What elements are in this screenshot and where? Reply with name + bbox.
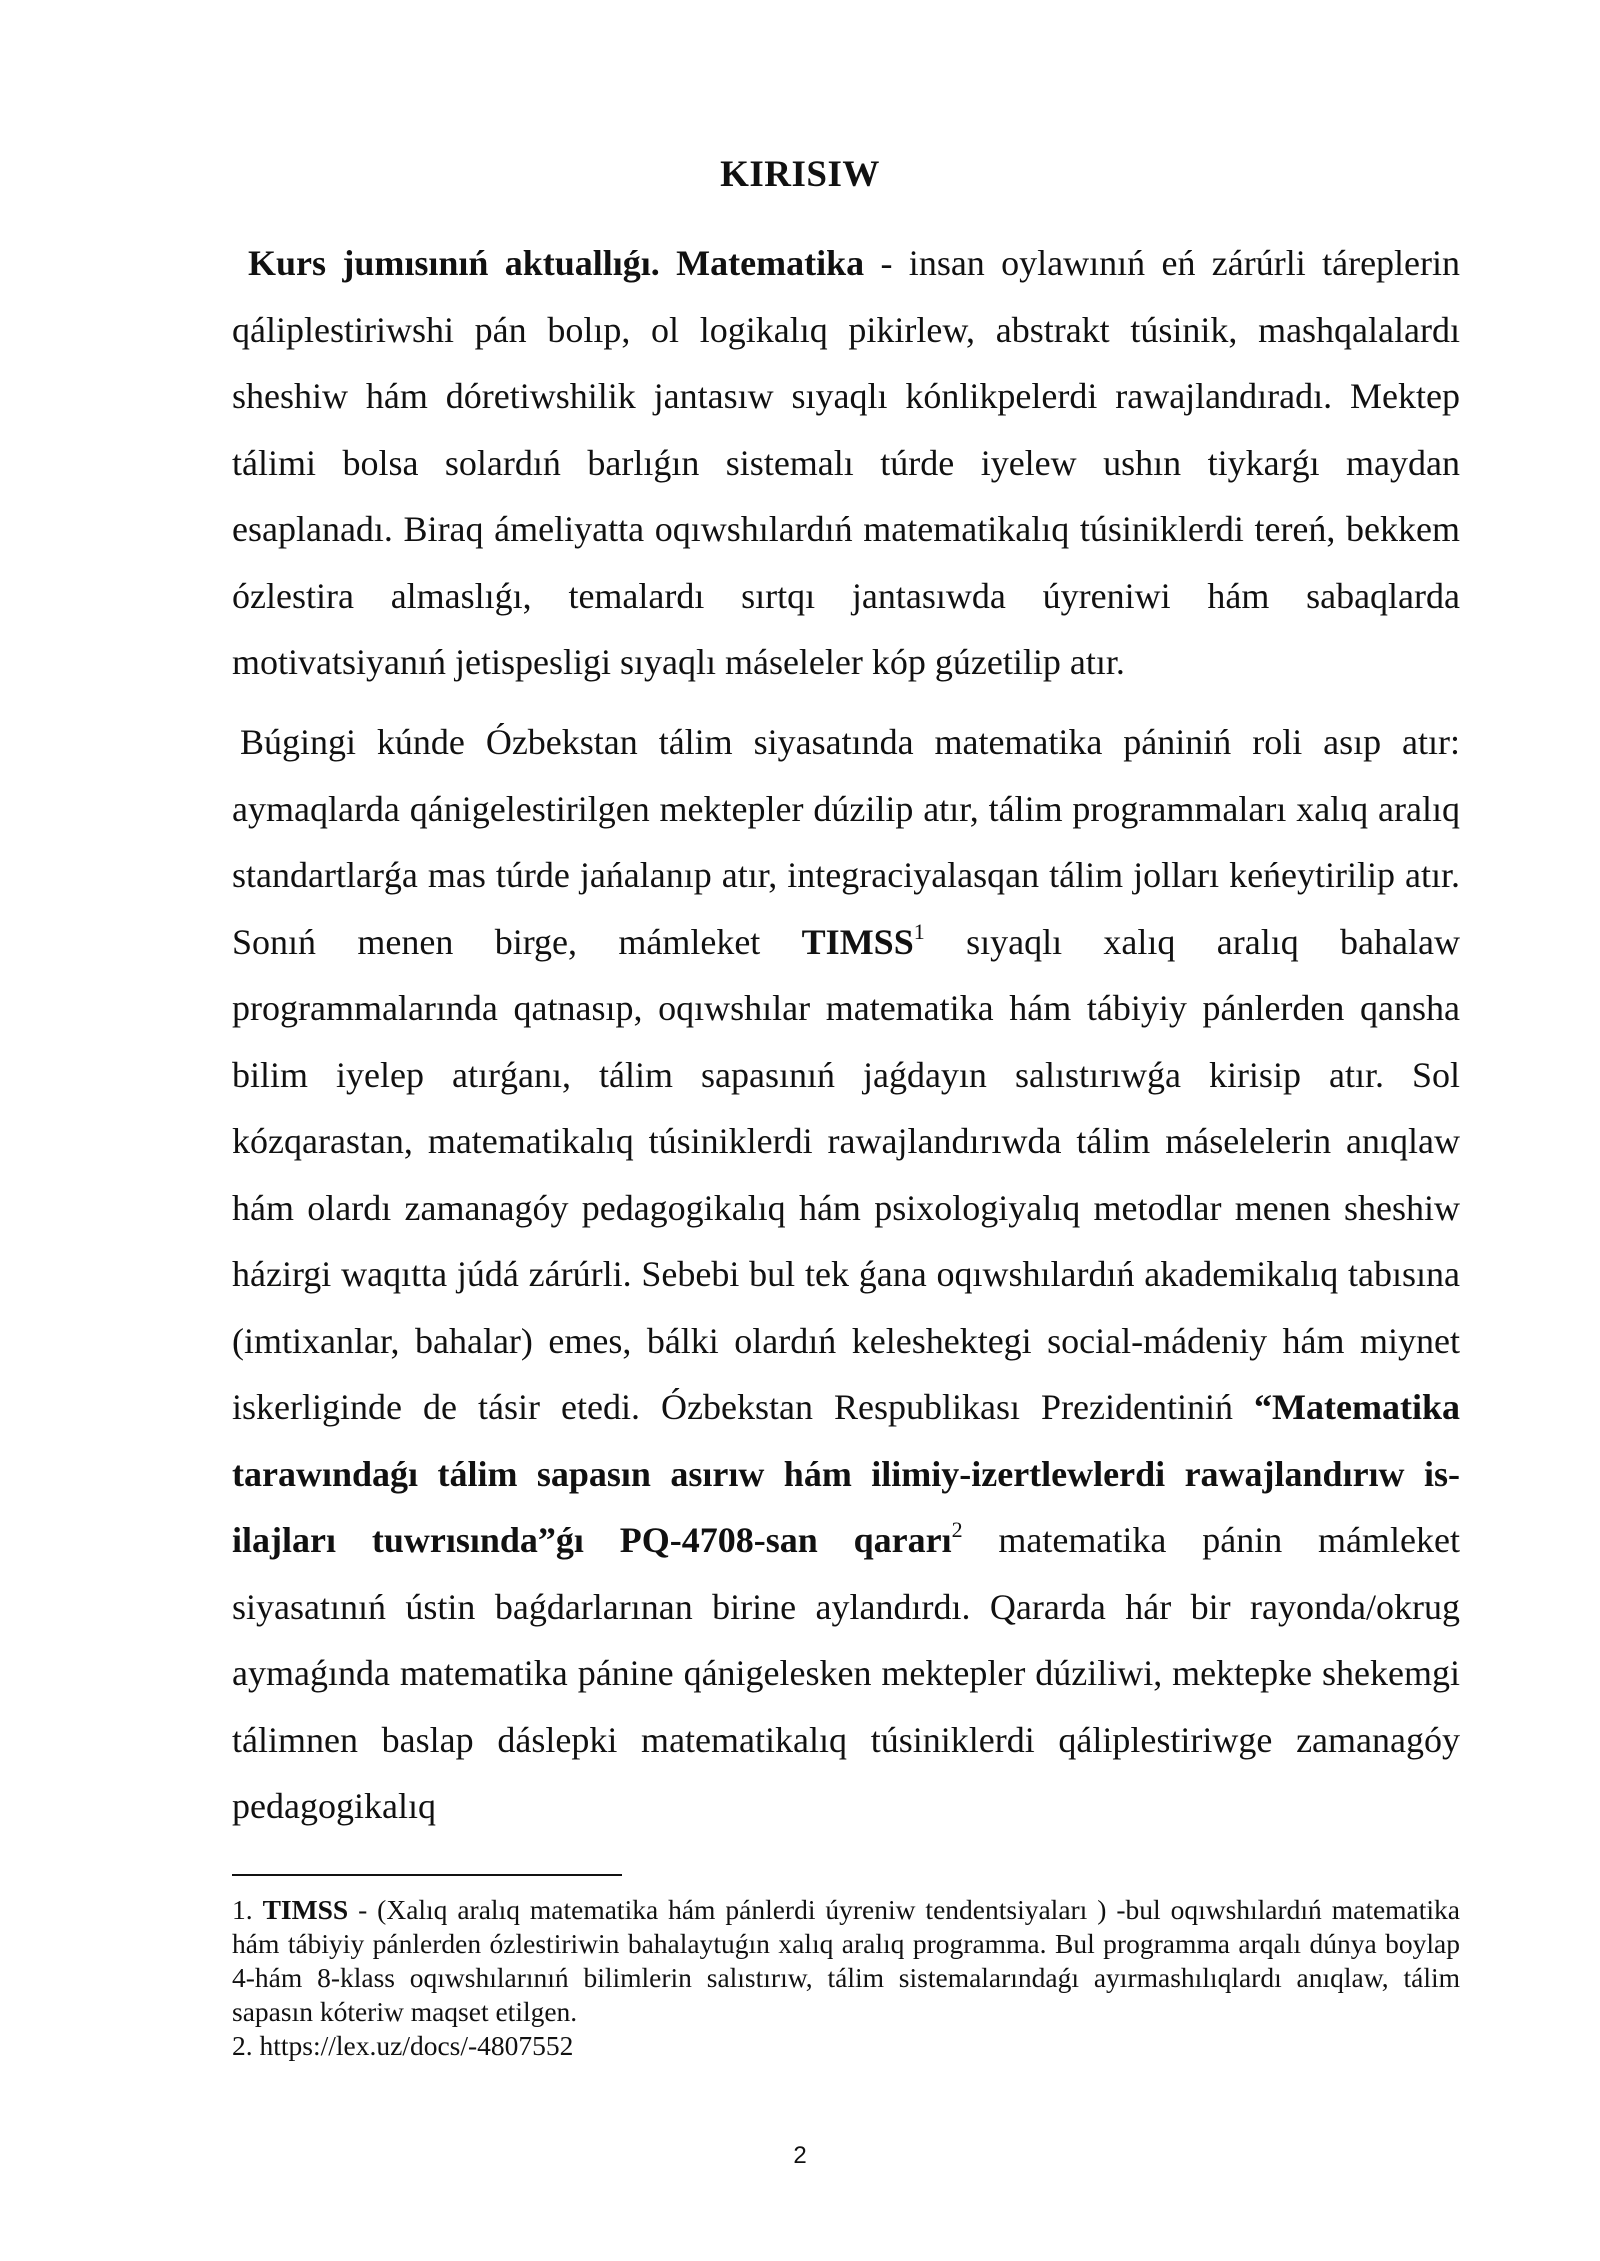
mathematics-term: Matematika <box>676 243 865 283</box>
footnote-1-number: 1. <box>232 1894 253 1925</box>
footnote-ref-1[interactable]: 1 <box>913 918 925 944</box>
paragraph-policy-text-1: Búgingi kúnde Ózbekstan tálim siyasatında matematika pániniń roli asıp atır: aymaqlarda qánigelestirilgen mektepler dúzilip atır, tálim programmaları xalıq aralıq standartlarǵa mas túrde jańalanıp atır, integraciyalasqan tálim jolları keńeytirilip atır. Sonıń menen birge, mámleket <box>232 722 1460 962</box>
paragraph-policy <box>232 709 1460 1840</box>
paragraph-policy-text-3: matematika pánin mámleket siyasatınıń ústin baǵdarlarınan birine aylandırdı. Qararda hár bir rayonda/okrug aymaǵında matematika pánine qánigelesken mektepler dúziliwi, mektepke shekemgi tálimnen baslap dáslepki matematikalıq túsiniklerdi qáliplestiriwge zamanagóy pedagogikalıq <box>232 1520 1460 1826</box>
footnote-2-link[interactable]: https://lex.uz/docs/-4807552 <box>252 2030 574 2061</box>
relevance-heading: Kurs jumısınıń aktuallıǵı. <box>248 243 660 283</box>
footnote-1-text: - (Xalıq aralıq matematika hám pánlerdi úyreniw tendentsiyaları ) -bul oqıwshılardıń matematika hám tábiyiy pánlerden ózlestiriwin bahalaytuǵın xalıq aralıq programma. Bul programma arqalı dúnya boylap 4-hám 8-klass oqıwshılarınıń bilimlerin salıstırıw, tálim sistemalarındaǵı ayırmashılıqlardı anıqlaw, tálim sapasın kóteriw maqset etilgen. <box>232 1894 1461 2027</box>
decree-title: “Matematika tarawındaǵı tálim sapasın asırıw hám ilimiy-izertlewlerdi rawajlandırıw is-ilajları tuwrısında”ǵı PQ-4708-san qararı <box>232 1387 1460 1560</box>
footnote-ref-2[interactable]: 2 <box>951 1517 963 1542</box>
paragraph-relevance-text: - insan oylawınıń eń zárúrli táreplerin qáliplestiriwshi pán bolıp, ol logikalıq pikirlew, abstrakt túsinik, mashqalalardı sheshiw hám dóretiwshilik jantasıw sıyaqlı kónlikpelerdi rawajlandıradı. Mektep tálimi bolsa solardıń barlıǵın sistemalı túrde iyelew ushın tiykarǵı maydan esaplanadı. Biraq ámeliyatta oqıwshılardıń matematikalıq túsiniklerdi tereń, bekkem ózlestira almaslıǵı, temalardı sırtqı jantasıwda úyreniwi hám sabaqlarda motivatsiyanıń jetispesligi sıyaqlı máseleler kóp gúzetilip atır. <box>232 243 1461 682</box>
footnote-divider <box>232 1874 622 1876</box>
footnote-2 <box>232 2029 1460 2063</box>
footnote-1-term: TIMSS <box>262 1894 349 1925</box>
paragraph-policy-text-2: sıyaqlı xalıq aralıq bahalaw programmalarında qatnasıp, oqıwshılar matematika hám tábiyiy pánlerden qansha bilim iyelep atırǵanı, tálim sapasınıń jaǵdayın salıstırıwǵa kirisip atır. Sol kózqarastan, matematikalıq túsiniklerdi rawajlandırıwda tálim máselelerin anıqlaw hám olardı zamanagóy pedagogikalıq hám psixologiyalıq metodlar menen sheshiw házirgi waqıtta júdá zárúrli. Sebebi bul tek ǵana oqıwshılardıń akademikalıq tabısına (imtixanlar, bahalar) emes, bálki olardıń keleshektegi social-mádeniy hám miynet iskerliginde de tásir etedi. Ózbekstan Respublikası Prezidentiniń <box>232 921 1460 1427</box>
page-number: 2 <box>793 2142 807 2169</box>
footnote-2-number: 2. <box>232 2030 253 2061</box>
footnotes <box>232 1893 1460 2063</box>
footnote-1 <box>232 1893 1460 2029</box>
timss-term: TIMSS <box>801 921 914 962</box>
page-title: KIRISIW <box>720 154 880 195</box>
paragraph-relevance <box>232 230 1460 696</box>
